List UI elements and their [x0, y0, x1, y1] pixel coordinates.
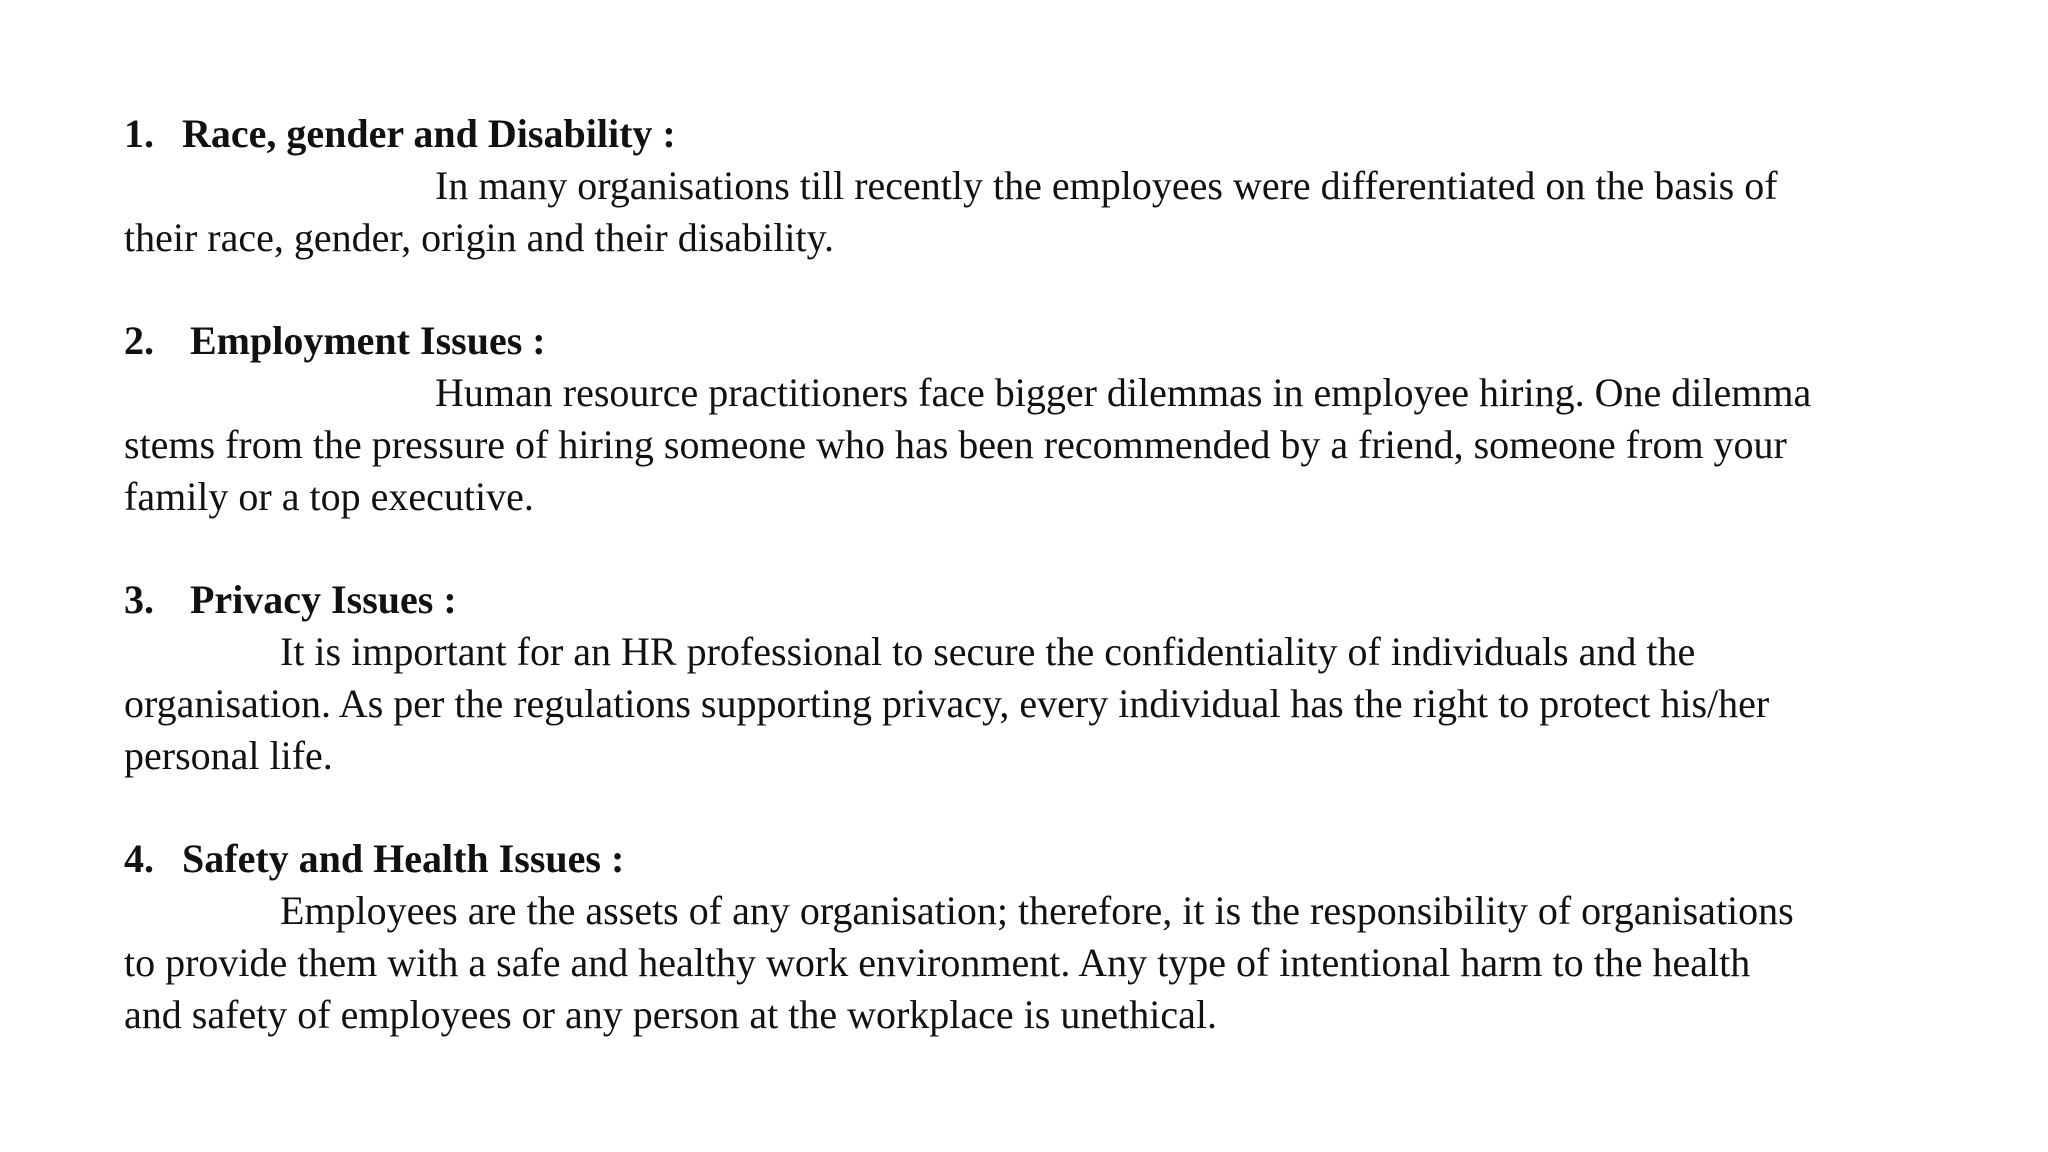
paragraph-line: their race, gender, origin and their disability. [124, 215, 834, 260]
section-title: Race, gender and Disability : [182, 111, 676, 156]
section-number: 3. [124, 577, 154, 622]
section-title: Employment Issues : [190, 318, 546, 363]
paragraph-line: Employees are the assets of any organisation; therefore, it is the responsibility of organisations [280, 888, 1794, 933]
section-employment-issues [124, 315, 1944, 523]
section-title: Privacy Issues : [190, 577, 457, 622]
paragraph-line: Human resource practitioners face bigger dilemmas in employee hiring. One dilemma [435, 370, 1812, 415]
section-heading [124, 315, 1944, 367]
section-number: 4. [124, 836, 154, 881]
section-race-gender-disability [124, 108, 1944, 264]
section-heading [124, 833, 1944, 885]
section-heading [124, 108, 1944, 160]
section-heading [124, 574, 1944, 626]
section-number: 2. [124, 318, 154, 363]
paragraph-line: to provide them with a safe and healthy work environment. Any type of intentional harm to the health [124, 940, 1751, 985]
paragraph-line: stems from the pressure of hiring someone who has been recommended by a friend, someone from your [124, 422, 1787, 467]
section-title: Safety and Health Issues : [182, 836, 625, 881]
paragraph-line: In many organisations till recently the employees were differentiated on the basis of [435, 163, 1778, 208]
paragraph-line: organisation. As per the regulations supporting privacy, every individual has the right to protect his/her [124, 681, 1770, 726]
paragraph-line: personal life. [124, 733, 333, 778]
section-safety-health-issues [124, 833, 1944, 1041]
paragraph-line: It is important for an HR professional to secure the confidentiality of individuals and the [280, 629, 1696, 674]
section-privacy-issues [124, 574, 1944, 782]
paragraph-line: family or a top executive. [124, 474, 534, 519]
section-number: 1. [124, 111, 154, 156]
paragraph-line: and safety of employees or any person at the workplace is unethical. [124, 992, 1217, 1037]
